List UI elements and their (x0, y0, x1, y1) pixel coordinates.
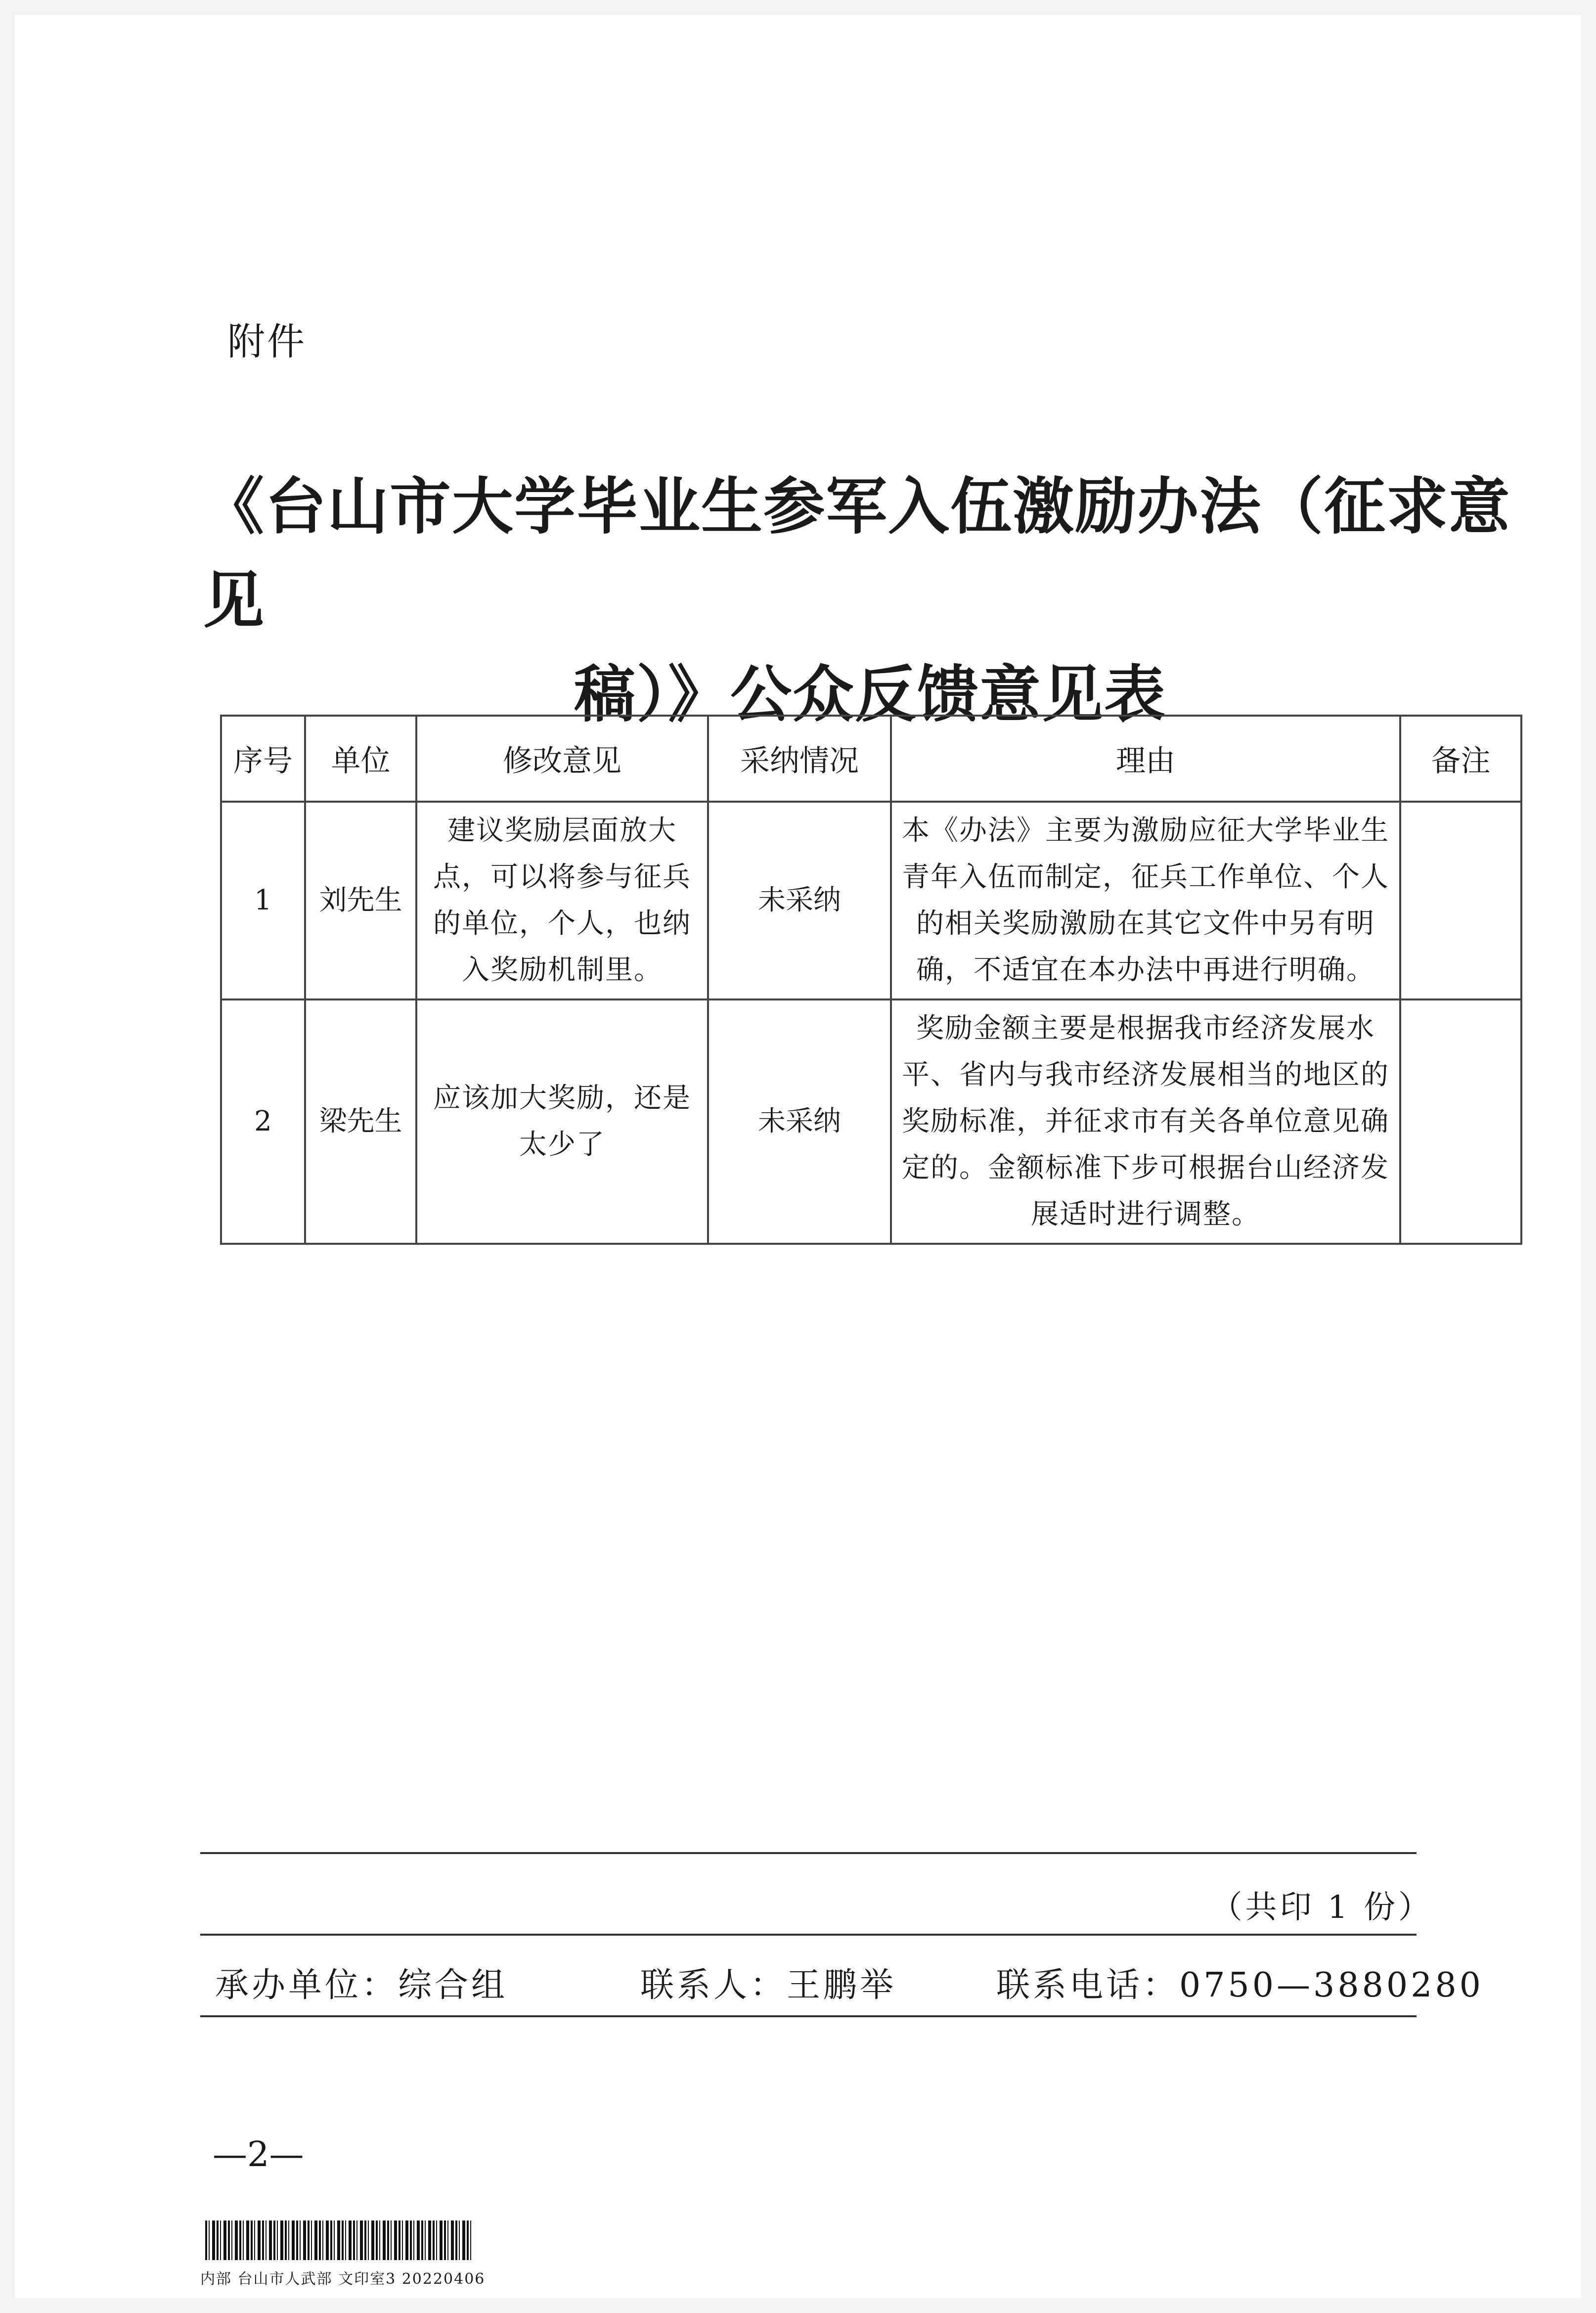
feedback-table (220, 715, 1522, 1245)
cell-reason: 本《办法》主要为激励应征大学毕业生青年入伍而制定，征兵工作单位、个人的相关奖励激励在其它文件中另有明确，不适宜在本办法中再进行明确。 (891, 802, 1400, 999)
cell-unit: 梁先生 (305, 999, 416, 1244)
copies-note: （共印 1 份） (1210, 1889, 1433, 1926)
barcode-image (205, 2221, 472, 2260)
header-opinion: 修改意见 (416, 716, 708, 802)
header-remark: 备注 (1400, 716, 1521, 802)
header-unit: 单位 (305, 716, 416, 802)
title-line-2: 稿）》公众反馈意见表 (574, 659, 1166, 730)
header-no: 序号 (221, 716, 305, 802)
contact-phone: 联系电话：0750—3880280 (996, 1966, 1484, 2005)
cell-unit: 刘先生 (305, 802, 416, 999)
header-status: 采纳情况 (708, 716, 891, 802)
cell-status: 未采纳 (708, 999, 891, 1244)
table-row (221, 999, 1521, 1244)
footer-rule-top (200, 1852, 1417, 1854)
document-title (203, 460, 1538, 742)
footer-rule-middle (200, 1934, 1417, 1936)
header-reason: 理由 (891, 716, 1400, 802)
document-page (15, 15, 1581, 2298)
cell-status: 未采纳 (708, 802, 891, 999)
barcode-caption: 内部 台山市人武部 文印室3 20220406 (200, 2270, 486, 2288)
cell-no: 2 (221, 999, 305, 1244)
title-line-1: 《台山市大学毕业生参军入伍激励办法（征求意见 (203, 471, 1511, 636)
table-row (221, 802, 1521, 999)
cell-opinion: 建议奖励层面放大点，可以将参与征兵的单位，个人，也纳入奖励机制里。 (416, 802, 708, 999)
attachment-label: 附件 (227, 319, 307, 363)
page-number: —2— (213, 2134, 304, 2175)
footer-rule-bottom (200, 2015, 1417, 2017)
cell-opinion: 应该加大奖励，还是太少了 (416, 999, 708, 1244)
contact-person: 联系人：王鹏举 (640, 1966, 897, 2005)
organizer-unit: 承办单位：综合组 (215, 1966, 508, 2005)
cell-remark (1400, 802, 1521, 999)
cell-no: 1 (221, 802, 305, 999)
cell-reason: 奖励金额主要是根据我市经济发展水平、省内与我市经济发展相当的地区的奖励标准，并征求市有关各单位意见确定的。金额标准下步可根据台山经济发展适时进行调整。 (891, 999, 1400, 1244)
table-header-row (221, 716, 1521, 802)
cell-remark (1400, 999, 1521, 1244)
